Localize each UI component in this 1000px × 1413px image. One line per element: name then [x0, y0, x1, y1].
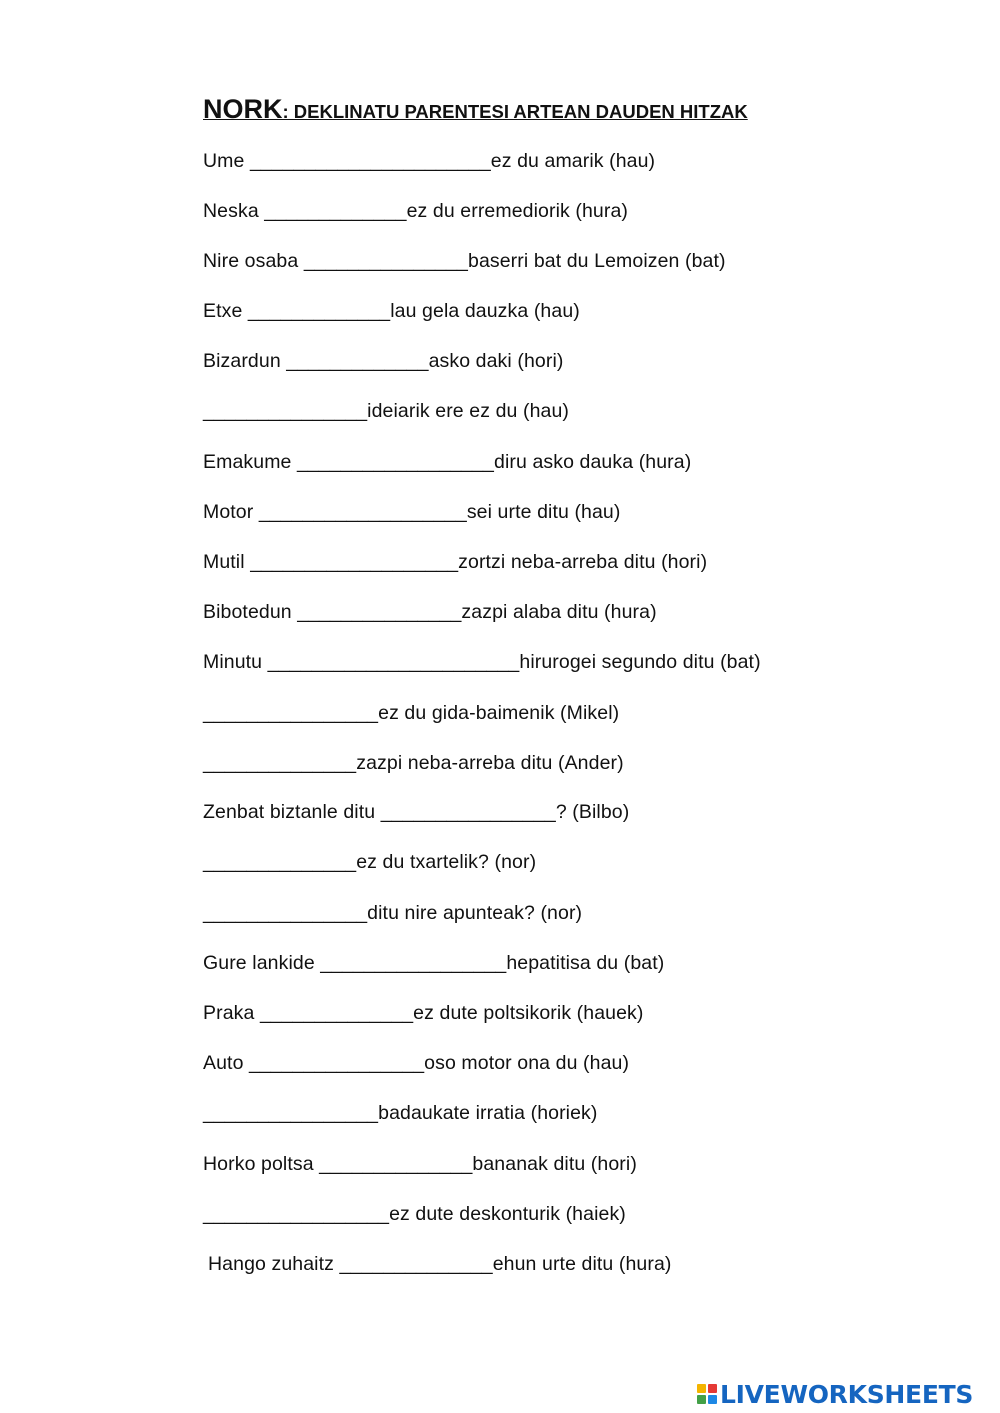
exercise-line: Neska _____________ez du erremediorik (hura): [203, 200, 628, 222]
exercise-line: Bibotedun _______________zazpi alaba ditu (hura): [203, 601, 657, 623]
liveworksheets-logo: [697, 1379, 973, 1409]
exercise-line: _______________ditu nire apunteak? (nor): [203, 902, 583, 924]
exercise-line: Ume ______________________ez du amarik (hau): [203, 150, 656, 172]
exercise-line: Praka ______________ez dute poltsikorik (hauek): [203, 1002, 644, 1024]
exercise-line: ________________ez du gida-baimenik (Mikel): [203, 702, 620, 724]
exercise-line: Emakume __________________diru asko dauka (hura): [203, 451, 692, 473]
exercise-line: ______________zazpi neba-arreba ditu (Ander): [203, 752, 624, 774]
exercise-line: ________________badaukate irratia (horiek): [203, 1102, 598, 1124]
exercise-line: Mutil ___________________zortzi neba-arreba ditu (hori): [203, 551, 708, 573]
exercise-line: _______________ideiarik ere ez du (hau): [203, 400, 570, 422]
exercise-line: Hango zuhaitz ______________ehun urte ditu (hura): [208, 1253, 672, 1275]
exercise-line: Horko poltsa ______________bananak ditu (hori): [203, 1153, 637, 1175]
logo-square: [708, 1384, 717, 1393]
logo-text: LIVEWORKSHEETS: [720, 1379, 974, 1409]
exercise-line: Zenbat biztanle ditu ________________? (Bilbo): [203, 801, 630, 823]
exercise-line: Gure lankide _________________hepatitisa du (bat): [203, 952, 665, 974]
liveworksheets-mark-icon: [697, 1384, 717, 1404]
exercise-line: Motor ___________________sei urte ditu (hau): [203, 501, 621, 523]
exercise-line: _________________ez dute deskonturik (haiek): [203, 1203, 626, 1225]
exercise-line: Minutu _______________________hirurogei segundo ditu (bat): [203, 651, 761, 673]
title-rest: : DEKLINATU PARENTESI ARTEAN DAUDEN HITZAK: [282, 101, 748, 122]
worksheet-title: [203, 96, 748, 123]
logo-square: [697, 1384, 706, 1393]
logo-square: [708, 1395, 717, 1404]
exercise-line: Auto ________________oso motor ona du (hau): [203, 1052, 630, 1074]
exercise-line: ______________ez du txartelik? (nor): [203, 851, 537, 873]
exercise-line: Bizardun _____________asko daki (hori): [203, 350, 564, 372]
title-main: NORK: [203, 94, 283, 124]
exercise-line: Etxe _____________lau gela dauzka (hau): [203, 300, 580, 322]
logo-square: [697, 1395, 706, 1404]
exercise-line: Nire osaba _______________baserri bat du Lemoizen (bat): [203, 250, 726, 272]
